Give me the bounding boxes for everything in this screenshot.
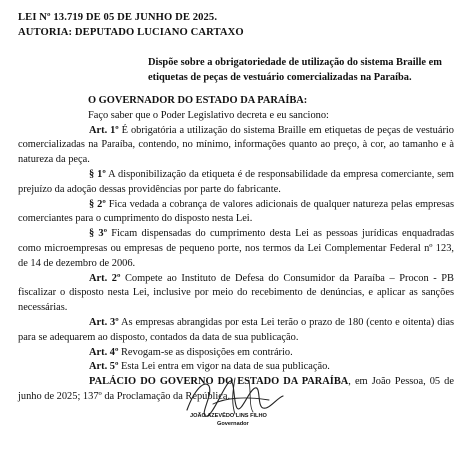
- article-3-label: Art. 3º: [89, 316, 119, 328]
- article-1-paragraph-2: [18, 198, 454, 228]
- article-1-paragraph-1: [18, 168, 454, 198]
- paragraph-label: § 1º: [89, 168, 106, 180]
- paragraph-label: § 2º: [89, 198, 106, 210]
- article-4-text: Revogam-se as disposições em contrário.: [118, 346, 293, 358]
- article-1-text: É obrigatória a utilização do sistema Braille em etiquetas de peças de vestuário comercializadas na Paraíba, contendo, no mínimo, informações quanto ao preço, à cor, ao tamanho e à natureza da peça.: [18, 124, 454, 166]
- law-authorship: AUTORIA: DEPUTADO LUCIANO CARTAXO: [18, 27, 244, 38]
- governor-title: O GOVERNADOR DO ESTADO DA PARAÍBA:: [88, 95, 308, 106]
- law-ementa: Dispõe sobre a obrigatoriedade de utilização do sistema Braille em etiquetas de peças de vestuário comercializadas na Paraíba.: [148, 57, 442, 83]
- article-1-paragraph-3: [18, 227, 454, 271]
- palace-label: PALÁCIO DO GOVERNO DO ESTADO DA PARAÍBA: [89, 376, 349, 388]
- article-3-text: As empresas abrangidas por esta Lei terão o prazo de 180 (cento e oitenta) dias para se adequarem ao disposto, contados da data de sua publicação.: [18, 316, 454, 343]
- palace-text: , em João Pessoa, 05 de junho de 2025; 137º da Proclamação da República.: [18, 376, 454, 402]
- article-1: [18, 124, 454, 168]
- signatory-role: Governador: [217, 421, 249, 427]
- handwritten-signature: [165, 368, 315, 438]
- preamble: Faço saber que o Poder Legislativo decreta e eu sanciono:: [88, 109, 329, 121]
- article-4: [18, 346, 454, 361]
- article-5-text: Esta Lei entra em vigor na data de sua publicação.: [118, 361, 330, 373]
- article-4-label: Art. 4º: [89, 346, 119, 358]
- article-1-label: Art. 1º: [89, 124, 119, 136]
- law-number: LEI Nº 13.719 DE 05 DE JUNHO DE 2025.: [18, 12, 218, 23]
- article-2-text: Compete ao Instituto de Defesa do Consumidor da Paraíba – Procon - PB fiscalizar o disposto nesta Lei, inclusive por meio do recebimento de denúncias, e aplicar as sanções necessárias.: [18, 272, 454, 314]
- paragraph-text: Ficam dispensadas do cumprimento desta Lei as pessoas jurídicas enquadradas como microempresas ou empresas de pequeno porte, nos termos da Lei Complementar Federal nº 123, de 14 de dezembro de 2006.: [18, 228, 454, 269]
- paragraph-text: A disponibilização da etiqueta é de responsabilidade da empresa comerciante, sem prejuízo da adoção dessas providências por parte do fabricante.: [18, 168, 454, 195]
- signatory-name: JOÃO AZEVÊDO LINS FILHO: [190, 413, 267, 419]
- article-2: [18, 272, 454, 316]
- law-body: [18, 94, 454, 405]
- paragraph-label: § 3º: [89, 228, 108, 240]
- article-3: [18, 316, 454, 346]
- article-2-label: Art. 2º: [89, 272, 121, 284]
- paragraph-text: Fica vedada a cobrança de valores adicionais de qualquer natureza pelas empresas comerciantes para o cumprimento do disposto nesta Lei.: [18, 198, 454, 225]
- article-5-label: Art. 5º: [89, 361, 119, 373]
